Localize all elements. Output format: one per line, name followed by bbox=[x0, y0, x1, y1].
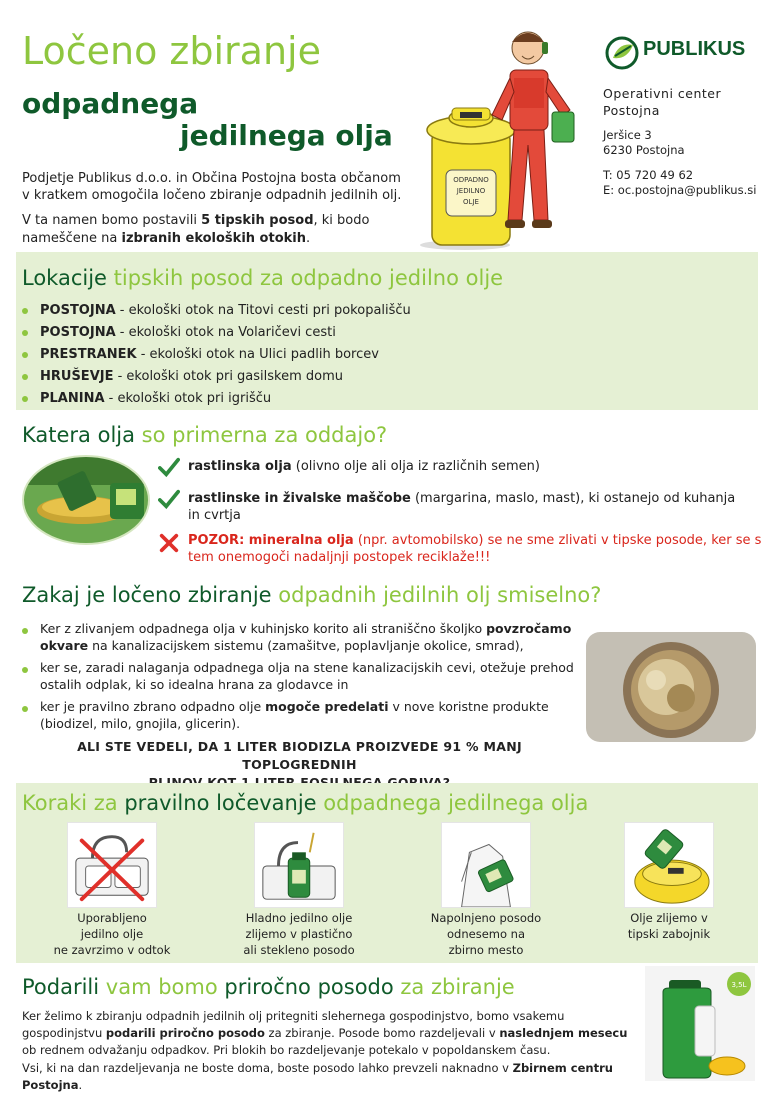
locations-list bbox=[22, 300, 411, 410]
bin-label-line-3: OLJE bbox=[463, 198, 479, 206]
bin-label-line-1: ODPADNO bbox=[453, 176, 489, 184]
locations-title: Lokacije tipskih posod za odpadno jedilno olje bbox=[22, 266, 504, 290]
collection-bottle-photo bbox=[645, 966, 755, 1081]
list-item: ker se, zaradi nalaganja odpadnega olja na stene kanalizacijskih cevi, otežuje prehod ostalih odplak, ki so idealna hrana za glodavce in bbox=[22, 659, 577, 693]
list-item: HRUŠEVJE - ekološki otok pri gasilskem domu bbox=[22, 366, 411, 388]
list-item: ker je pravilno zbrano odpadno olje mogoče predelati v nove koristne produkte (biodizel, milo, gnojila, glicerin). bbox=[22, 698, 577, 732]
operative-center-title: Operativni center Postojna bbox=[603, 86, 722, 118]
step-2-container-icon bbox=[254, 822, 344, 908]
title-line-1: Ločeno zbiranje bbox=[22, 29, 321, 73]
why-list bbox=[22, 620, 577, 737]
why-title: Zakaj je ločeno zbiranje odpadnih jedilnih olj smiselno? bbox=[22, 583, 602, 607]
frying-pan-photo bbox=[22, 455, 150, 545]
step-4-caption: Olje zlijemo v tipski zabojnik bbox=[627, 911, 711, 941]
warning-mineral-oil: POZOR: mineralna olja (npr. avtomobilsko) se ne sme zlivati v tipske posode, ker se s tem onemogoči nadaljnji postopek reciklaže!!! bbox=[188, 533, 762, 565]
gift-title: Podarili vam bomo priročno posodo za zbiranje bbox=[22, 975, 515, 999]
gift-paragraph-2: Vsi, ki na dan razdeljevanja ne boste doma, boste posodo lahko prevzeli naknadno v Zbirnem centru Postojna. bbox=[22, 1061, 613, 1092]
bottle-volume-badge: 3,5L bbox=[731, 981, 747, 989]
intro-paragraph-1: Podjetje Publikus d.o.o. in Občina Postojna bosta občanom v kratkem omogočila ločeno zbiranje odpadnih jedilnih olj. bbox=[22, 171, 402, 203]
check-icon bbox=[158, 456, 180, 478]
email-address: E: oc.postojna@publikus.si bbox=[603, 183, 757, 197]
phone-number: T: 05 720 49 62 bbox=[603, 168, 694, 182]
list-item: PRESTRANEK - ekološki otok na Ulici padlih borcev bbox=[22, 344, 411, 366]
list-item: POSTOJNA - ekološki otok na Titovi cesti pri pokopališču bbox=[22, 300, 411, 322]
clogged-pipe-photo bbox=[586, 632, 756, 742]
step-2-caption: Hladno jedilno olje zlijemo v plastično ali stekleno posodo bbox=[243, 911, 355, 957]
publikus-logo-text: PUBLIKUS bbox=[643, 38, 746, 60]
intro-paragraph-2: V ta namen bomo postavili 5 tipskih posod, ki bodo nameščene na izbranih ekoloških otokih. bbox=[22, 213, 370, 246]
list-item: POSTOJNA - ekološki otok na Volaričevi cesti bbox=[22, 322, 411, 344]
mascot-illustration bbox=[410, 20, 590, 250]
check-icon bbox=[158, 488, 180, 510]
title-line-3: jedilnega olja bbox=[180, 119, 393, 152]
bin-label-line-2: JEDILNO bbox=[456, 187, 486, 195]
publikus-logo-icon bbox=[605, 36, 639, 70]
step-3-carry-icon bbox=[441, 822, 531, 908]
suitable-oil-fats: rastlinske in živalske maščobe (margarina, maslo, mast), ki ostanejo od kuhanja in cvrtja bbox=[188, 491, 736, 523]
list-item: PLANINA - ekološki otok pri igrišču bbox=[22, 388, 411, 410]
suitable-oil-vegetable: rastlinska olja (olivno olje ali olja iz različnih semen) bbox=[188, 459, 540, 474]
contact-block bbox=[603, 168, 756, 198]
did-you-know-fact: ALI STE VEDELI, DA 1 LITER BIODIZLA PROIZVEDE 91 % MANJ TOPLOGREDNIH bbox=[77, 739, 522, 772]
gift-paragraph-1: Ker želimo k zbiranju odpadnih jedilnih olj pritegniti slehernega gospodinjstvo, bomo vsakemu gospodinjstvu podarili priročno posodo za zbiranje. Posode bomo razdeljevali v naslednjem mesecu ob rednem odvažanju odpadkov. Pri blokih bo razdeljevanje potekalo v popoldanskem času. bbox=[22, 1009, 628, 1057]
title-line-2: odpadnega bbox=[22, 87, 199, 120]
oils-title: Katera olja so primerna za oddajo? bbox=[22, 423, 388, 447]
step-1-sink-icon bbox=[67, 822, 157, 908]
list-item: Ker z zlivanjem odpadnega olja v kuhinjsko korito ali straniščno školjko povzročamo okvare na kanalizacijskem sistemu (zamašitve, poplavljanje okolice, smrad), bbox=[22, 620, 577, 654]
cross-icon bbox=[158, 532, 180, 554]
step-4-bin-icon bbox=[624, 822, 714, 908]
steps-title: Koraki za pravilno ločevanje odpadnega jedilnega olja bbox=[22, 791, 589, 815]
step-3-caption: Napolnjeno posodo odnesemo na zbirno mesto bbox=[430, 911, 542, 957]
step-1-caption: Uporabljeno jedilno olje ne zavrzimo v odtok bbox=[53, 911, 171, 957]
address-block: Jeršice 3 6230 Postojna bbox=[603, 128, 685, 157]
